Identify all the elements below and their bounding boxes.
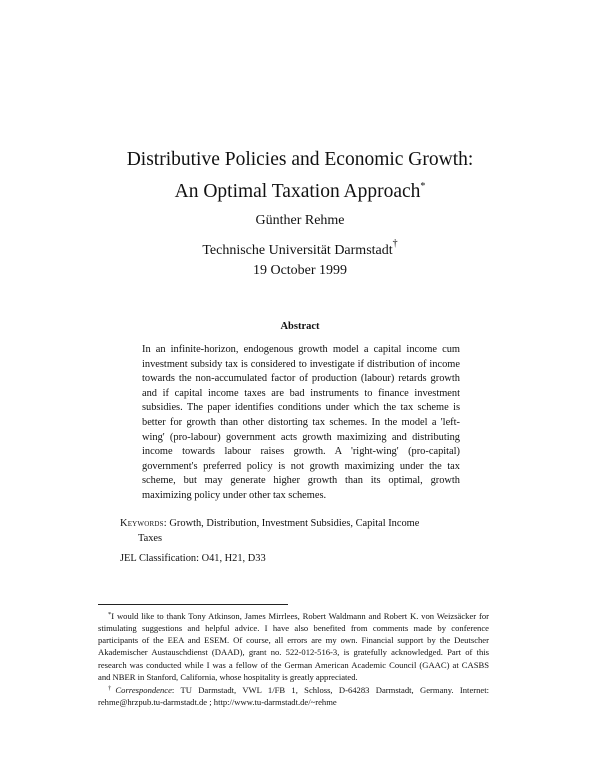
footnote-2-text: : TU Darmstadt, VWL 1/FB 1, Schloss, D-64283 Darmstadt, Germany. Internet: rehme@hrzpub.tu-darmstadt.de ; http://www.tu-darmstadt.de/~rehme	[98, 684, 490, 708]
footnote-acknowledgements	[98, 609, 489, 683]
footnote-1-text: I would like to thank Tony Atkinson, James Mirrlees, Robert Waldmann and Robert K. von Weizsäcker for stimulating suggestions and helpful advice. I have also benefited from comments made by conference participants of the EEA and ESEM. Of course, all errors are my own. Financial support by the Deutscher Akademischer Austauschdienst (DAAD), grant no. 522-012-516-3, is gratefully acknowledged. Part of this research was conducted while I was a fellow of the German American Academic Council (GAAC) at CASBS and NBER in Stanford, California, whose hospitality is greatly appreciated.	[98, 611, 489, 682]
title-line-2-text: An Optimal Taxation Approach	[174, 181, 421, 202]
keywords-line-2: Taxes	[138, 532, 163, 544]
footnote-2-mark: †	[108, 684, 116, 692]
keywords-block	[120, 517, 482, 546]
affiliation-footnote-mark: †	[392, 238, 398, 249]
footnote-correspondence	[98, 683, 489, 708]
footnote-divider	[98, 604, 288, 605]
keywords-text: Growth, Distribution, Investment Subsidies, Capital Income	[169, 518, 420, 529]
keywords-label: Keywords:	[120, 518, 167, 529]
title-line-1: Distributive Policies and Economic Growth:	[126, 149, 474, 170]
author-name: Günther Rehme	[255, 213, 345, 228]
title-footnote-mark: *	[420, 181, 426, 192]
footnote-2-label: Correspondence	[115, 684, 172, 695]
title-line-2	[0, 173, 600, 205]
footnotes	[98, 609, 489, 708]
abstract-heading: Abstract	[280, 321, 320, 332]
paper-date: 19 October 1999	[252, 263, 348, 278]
abstract-body: In an infinite-horizon, endogenous growth model a capital income cum investment subsidy tax is considered to investigate if distribution of income towards the non-accumulated factor of production (labour) retards growth and if capital income taxes are bad instruments to finance investment subsidies. The paper identifies conditions under which the tax scheme is better for growth than other distorting tax schemes. In the model a 'left-wing' (pro-labour) government acts growth maximizing and distributing income towards labour raises growth. A 'right-wing' (pro-capital) government's preferred policy is not growth maximizing under the tax scheme, but may generate higher growth than its optimal, growth maximizing policy under other tax schemes.	[142, 344, 460, 501]
footnote-1-mark: *	[108, 611, 112, 618]
affiliation-text: Technische Universität Darmstadt	[202, 243, 393, 258]
paper-title	[0, 146, 600, 205]
author-affiliation	[0, 235, 600, 260]
jel-classification: JEL Classification: O41, H21, D33	[120, 553, 266, 564]
keywords-line-1	[120, 517, 482, 532]
